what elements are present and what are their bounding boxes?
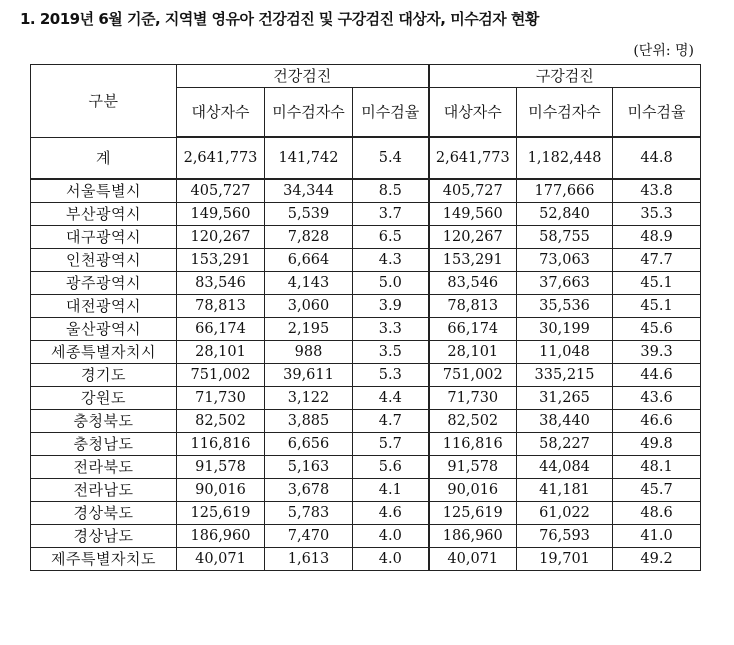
cell-health-target: 82,502 [177,410,265,433]
cell-health-target: 149,560 [177,203,265,226]
cell-oral-non: 31,265 [517,387,613,410]
cell-oral-rate: 45.1 [613,295,701,318]
header-health-non: 미수검자수 [265,88,353,138]
cell-oral-target: 149,560 [429,203,517,226]
cell-health-target: 66,174 [177,318,265,341]
cell-region: 강원도 [31,387,177,410]
table-row [31,433,701,456]
cell-oral-rate: 45.7 [613,479,701,502]
cell-health-target: 125,619 [177,502,265,525]
cell-health-non: 5,539 [265,203,353,226]
cell-health-rate: 3.5 [353,341,429,364]
cell-oral-target: 125,619 [429,502,517,525]
cell-region: 대전광역시 [31,295,177,318]
table-row [31,137,701,179]
table-row [31,226,701,249]
table-row [31,249,701,272]
page-title: 1. 2019년 6월 기준, 지역별 영유아 건강검진 및 구강검진 대상자, 미수검자 현황 [20,10,539,28]
cell-oral-rate: 49.2 [613,548,701,571]
cell-health-rate: 5.0 [353,272,429,295]
cell-oral-target: 71,730 [429,387,517,410]
cell-health-rate: 5.7 [353,433,429,456]
cell-region: 광주광역시 [31,272,177,295]
cell-health-target: 186,960 [177,525,265,548]
cell-health-target: 116,816 [177,433,265,456]
header-region: 구분 [31,65,177,138]
cell-oral-non: 38,440 [517,410,613,433]
cell-oral-rate: 47.7 [613,249,701,272]
cell-health-target: 91,578 [177,456,265,479]
cell-oral-non: 44,084 [517,456,613,479]
cell-oral-rate: 35.3 [613,203,701,226]
cell-health-rate: 4.7 [353,410,429,433]
cell-region: 대구광역시 [31,226,177,249]
cell-health-rate: 4.3 [353,249,429,272]
cell-health-non: 39,611 [265,364,353,387]
cell-health-rate: 5.3 [353,364,429,387]
unit-label: (단위: 명) [633,43,694,59]
cell-health-target: 120,267 [177,226,265,249]
cell-health-rate: 5.6 [353,456,429,479]
cell-oral-rate: 41.0 [613,525,701,548]
cell-oral-non: 76,593 [517,525,613,548]
cell-oral-non: 37,663 [517,272,613,295]
cell-health-target: 78,813 [177,295,265,318]
cell-health-non: 3,060 [265,295,353,318]
header-oral-rate: 미수검율 [613,88,701,138]
cell-health-non: 4,143 [265,272,353,295]
cell-health-rate: 3.9 [353,295,429,318]
cell-health-rate: 4.1 [353,479,429,502]
cell-oral-target: 66,174 [429,318,517,341]
cell-region: 충청남도 [31,433,177,456]
table-row [31,272,701,295]
cell-oral-non: 335,215 [517,364,613,387]
cell-oral-rate: 39.3 [613,341,701,364]
header-health-target: 대상자수 [177,88,265,138]
table-row [31,525,701,548]
table-row [31,548,701,571]
cell-health-rate: 4.6 [353,502,429,525]
cell-health-non: 141,742 [265,137,353,179]
cell-oral-target: 91,578 [429,456,517,479]
cell-oral-rate: 45.1 [613,272,701,295]
cell-oral-non: 11,048 [517,341,613,364]
cell-health-non: 2,195 [265,318,353,341]
cell-health-non: 5,163 [265,456,353,479]
cell-health-non: 1,613 [265,548,353,571]
cell-oral-rate: 43.6 [613,387,701,410]
cell-oral-target: 186,960 [429,525,517,548]
cell-health-non: 6,656 [265,433,353,456]
cell-oral-non: 58,227 [517,433,613,456]
table-row [31,318,701,341]
cell-health-target: 71,730 [177,387,265,410]
cell-oral-target: 153,291 [429,249,517,272]
cell-oral-non: 30,199 [517,318,613,341]
cell-health-target: 153,291 [177,249,265,272]
cell-oral-non: 61,022 [517,502,613,525]
cell-oral-non: 1,182,448 [517,137,613,179]
cell-oral-target: 40,071 [429,548,517,571]
table-row [31,502,701,525]
cell-health-target: 90,016 [177,479,265,502]
cell-region: 제주특별자치도 [31,548,177,571]
cell-health-non: 3,885 [265,410,353,433]
cell-health-rate: 4.0 [353,548,429,571]
cell-health-target: 40,071 [177,548,265,571]
cell-oral-non: 41,181 [517,479,613,502]
cell-region: 부산광역시 [31,203,177,226]
cell-health-target: 83,546 [177,272,265,295]
cell-oral-non: 58,755 [517,226,613,249]
cell-health-rate: 5.4 [353,137,429,179]
cell-health-rate: 3.3 [353,318,429,341]
cell-oral-rate: 44.8 [613,137,701,179]
cell-oral-target: 2,641,773 [429,137,517,179]
cell-oral-non: 73,063 [517,249,613,272]
header-oral-target: 대상자수 [429,88,517,138]
cell-health-target: 751,002 [177,364,265,387]
cell-oral-rate: 49.8 [613,433,701,456]
cell-oral-non: 35,536 [517,295,613,318]
cell-oral-target: 83,546 [429,272,517,295]
cell-region: 경기도 [31,364,177,387]
cell-oral-rate: 44.6 [613,364,701,387]
cell-health-non: 5,783 [265,502,353,525]
cell-health-target: 405,727 [177,179,265,203]
cell-oral-non: 177,666 [517,179,613,203]
header-health-rate: 미수검율 [353,88,429,138]
cell-health-non: 3,122 [265,387,353,410]
cell-oral-target: 405,727 [429,179,517,203]
cell-health-target: 2,641,773 [177,137,265,179]
cell-region: 전라남도 [31,479,177,502]
table-row [31,410,701,433]
cell-region: 인천광역시 [31,249,177,272]
cell-oral-target: 116,816 [429,433,517,456]
cell-oral-target: 751,002 [429,364,517,387]
cell-oral-rate: 48.6 [613,502,701,525]
cell-region: 울산광역시 [31,318,177,341]
cell-region: 전라북도 [31,456,177,479]
table-body [31,137,701,571]
cell-health-rate: 4.0 [353,525,429,548]
cell-oral-rate: 48.9 [613,226,701,249]
cell-oral-rate: 45.6 [613,318,701,341]
cell-health-rate: 4.4 [353,387,429,410]
cell-region: 서울특별시 [31,179,177,203]
cell-health-non: 3,678 [265,479,353,502]
table-row [31,295,701,318]
table-row [31,456,701,479]
cell-region: 경상남도 [31,525,177,548]
table-row [31,179,701,203]
cell-oral-target: 78,813 [429,295,517,318]
table-row [31,364,701,387]
table-row [31,341,701,364]
cell-oral-rate: 46.6 [613,410,701,433]
cell-oral-non: 19,701 [517,548,613,571]
cell-health-rate: 6.5 [353,226,429,249]
examination-table [30,64,701,571]
cell-oral-target: 82,502 [429,410,517,433]
cell-oral-rate: 43.8 [613,179,701,203]
cell-health-rate: 3.7 [353,203,429,226]
table-row [31,203,701,226]
cell-health-non: 34,344 [265,179,353,203]
table-row [31,479,701,502]
cell-oral-target: 28,101 [429,341,517,364]
cell-region: 경상북도 [31,502,177,525]
cell-region: 충청북도 [31,410,177,433]
header-health-group: 건강검진 [177,65,429,88]
cell-oral-rate: 48.1 [613,456,701,479]
table-row [31,387,701,410]
cell-region: 계 [31,137,177,179]
cell-oral-target: 120,267 [429,226,517,249]
cell-health-rate: 8.5 [353,179,429,203]
cell-oral-target: 90,016 [429,479,517,502]
cell-health-non: 6,664 [265,249,353,272]
header-oral-non: 미수검자수 [517,88,613,138]
cell-health-non: 7,828 [265,226,353,249]
cell-health-target: 28,101 [177,341,265,364]
cell-health-non: 988 [265,341,353,364]
cell-health-non: 7,470 [265,525,353,548]
header-oral-group: 구강검진 [429,65,701,88]
cell-region: 세종특별자치시 [31,341,177,364]
cell-oral-non: 52,840 [517,203,613,226]
